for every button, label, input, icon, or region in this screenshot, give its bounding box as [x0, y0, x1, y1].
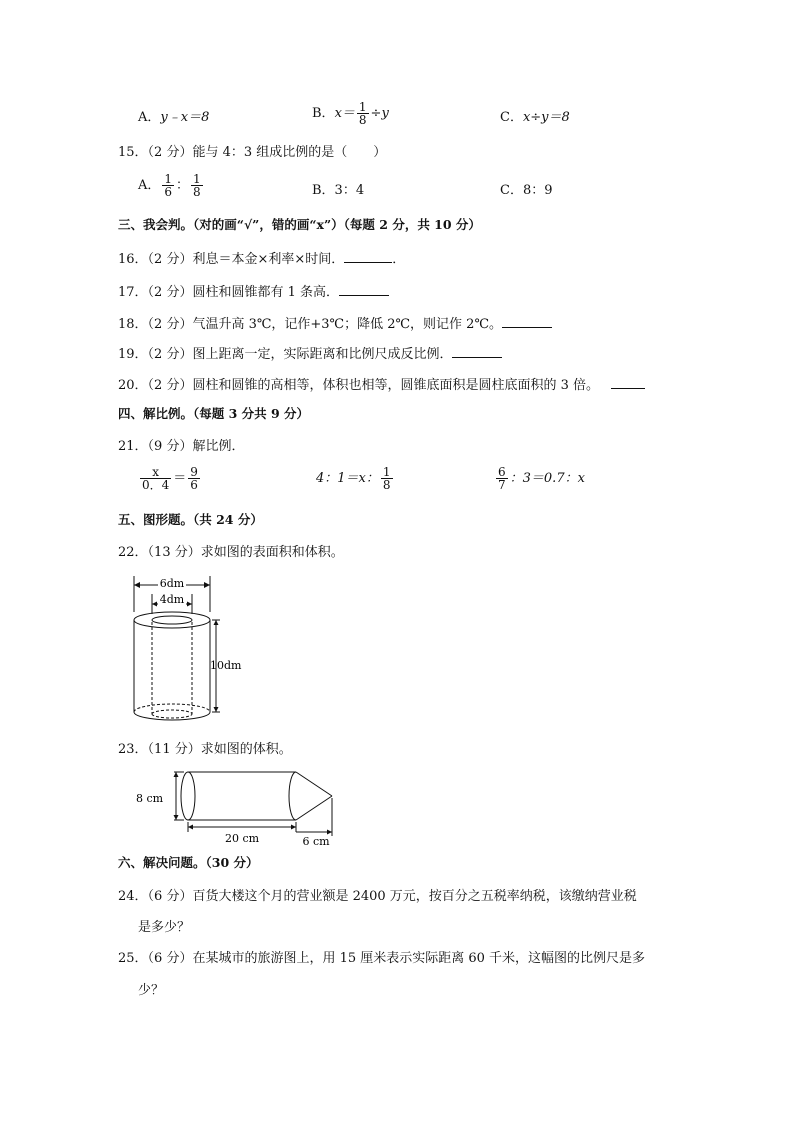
fraction [162, 173, 174, 198]
option-label: A． [138, 178, 161, 193]
q15-option-c: C．8：9 [500, 183, 553, 198]
question-text: 19．（2 分）图上距离一定，实际距离和比例尺成反比例． [118, 347, 453, 362]
question-22: 22．（13 分）求如图的表面积和体积。 [118, 545, 344, 560]
question-21: 21．（9 分）解比例． [118, 439, 245, 454]
option-expression: y﹣x＝8 [160, 110, 210, 125]
ratio-separator: ： [176, 178, 190, 193]
q14-option-c [500, 111, 570, 124]
fraction-numerator: 1 [382, 465, 391, 479]
inner-diameter-label: 4dm [159, 593, 185, 606]
equation-text: 4：1＝x： [316, 471, 379, 486]
section-5-title: 五、图形题。（共 24 分） [118, 512, 263, 527]
section-6-title: 六、解决问题。（30 分） [118, 855, 259, 870]
fraction-numerator: 1 [164, 172, 173, 186]
question-16 [118, 251, 405, 266]
option-expression: x÷y＝8 [522, 110, 570, 125]
question-17 [118, 284, 389, 299]
q21-equation-3 [494, 466, 585, 491]
fraction-numerator: 1 [193, 172, 201, 186]
fraction-numerator: 9 [190, 465, 198, 479]
question-15: 15．（2 分）能与 4：3 组成比例的是（ ） [118, 145, 387, 160]
fraction-numerator: 6 [498, 465, 506, 479]
answer-blank[interactable] [611, 377, 645, 389]
q21-equation-1 [138, 466, 202, 491]
question-25-line-1: 25．（6 分）在某城市的旅游图上，用 15 厘米表示实际距离 60 千米，这幅图的比例尺是多 [118, 951, 646, 966]
height-label: 10dm [210, 659, 242, 672]
cone-length-label: 6 cm [302, 835, 330, 848]
fraction [357, 101, 369, 126]
q15-option-a [138, 173, 205, 198]
question-24-line-1: 24．（6 分）百货大楼这个月的营业额是 2400 万元，按百分之五税率纳税，该缴纳营业税 [118, 889, 637, 904]
fraction [191, 173, 203, 198]
question-20 [118, 377, 645, 392]
q21-equation-2 [316, 466, 395, 491]
fraction-denominator: 8 [358, 113, 367, 127]
option-expression: ÷y [370, 106, 389, 121]
question-24-line-2: 是多少？ [138, 920, 191, 935]
question-text: 16．（2 分）利息＝本金×利率×时间． [118, 252, 345, 267]
question-23: 23．（11 分）求如图的体积。 [118, 742, 292, 757]
cylinder-cone-figure [136, 766, 336, 848]
section-4-title: 四、解比例。（每题 3 分共 9 分） [118, 406, 310, 421]
option-label: A． [138, 110, 161, 125]
question-suffix: ． [392, 252, 406, 267]
option-expression: x＝ [334, 106, 355, 121]
equals-sign: ＝ [173, 471, 187, 486]
fraction-numerator: 1 [358, 100, 367, 114]
diameter-label: 8 cm [136, 792, 164, 805]
q14-option-a [138, 111, 209, 124]
cylinder-length-label: 20 cm [224, 832, 260, 845]
fraction-denominator: 8 [382, 478, 391, 492]
question-text: 18．（2 分）气温升高 3℃，记作+3℃；降低 2℃，则记作 2℃。 [118, 317, 502, 332]
question-text: 20．（2 分）圆柱和圆锥的高相等，体积也相等，圆锥底面积是圆柱底面积的 3 倍。 [118, 378, 599, 393]
fraction [496, 466, 508, 491]
question-25-line-2: 少？ [138, 983, 165, 998]
answer-blank[interactable] [452, 346, 502, 358]
q14-option-b [312, 101, 389, 126]
equation-text: ：3＝0.7：x [509, 471, 585, 486]
option-label: B． [312, 106, 335, 121]
fraction-denominator: 6 [164, 185, 173, 199]
fraction-denominator: 8 [193, 185, 201, 199]
fraction [381, 466, 393, 491]
outer-diameter-label: 6dm [159, 577, 185, 590]
fraction-denominator: 0．4 [142, 478, 170, 492]
hollow-cylinder-figure [128, 572, 248, 728]
answer-blank[interactable] [339, 284, 389, 296]
section-3-title: 三、我会判。（对的画“√”，错的画“x”）（每题 2 分，共 10 分） [118, 217, 481, 232]
fraction-denominator: 7 [498, 478, 506, 492]
question-18 [118, 316, 552, 331]
answer-blank[interactable] [502, 316, 552, 328]
question-text: 17．（2 分）圆柱和圆锥都有 1 条高． [118, 285, 339, 300]
option-label: C． [500, 110, 523, 125]
fraction-denominator: 6 [190, 478, 198, 492]
fraction-numerator: x [140, 466, 171, 479]
fraction [188, 466, 200, 491]
fraction [140, 466, 171, 491]
question-19 [118, 346, 502, 361]
q15-option-b: B．3：4 [312, 183, 365, 198]
answer-blank[interactable] [344, 251, 392, 263]
